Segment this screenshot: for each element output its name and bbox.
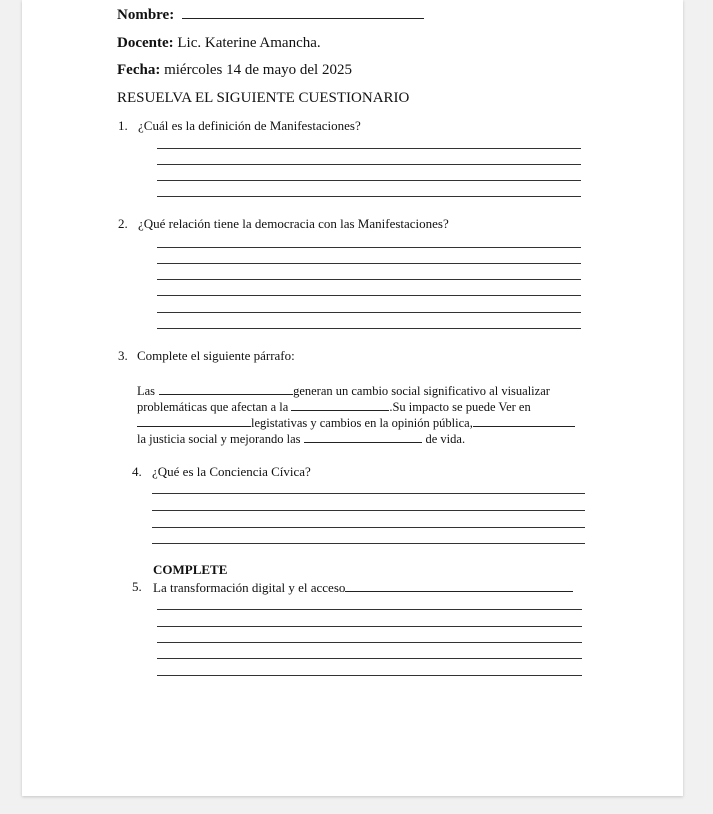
docente-label: Docente: — [117, 35, 174, 51]
question-1-text: ¿Cuál es la definición de Manifestaciones? — [138, 118, 361, 133]
complete-heading-text: COMPLETE — [153, 562, 228, 577]
paragraph-text: legistativas y cambios en la opinión pública, — [251, 416, 473, 430]
answer-line[interactable] — [157, 626, 582, 627]
paragraph-text: generan un cambio social significativo al visualizar — [293, 384, 550, 398]
nombre-field[interactable] — [117, 7, 424, 23]
fill-blank[interactable] — [304, 431, 422, 443]
answer-line[interactable] — [152, 510, 585, 511]
question-5-number: 5. — [132, 579, 142, 594]
answer-line[interactable] — [152, 493, 585, 494]
paragraph-text: la justicia social y mejorando las — [137, 432, 301, 446]
answer-line[interactable] — [157, 196, 581, 197]
docente-value: Lic. Katerine Amancha. — [177, 35, 321, 51]
answer-line[interactable] — [157, 675, 582, 676]
fecha-value: miércoles 14 de mayo del 2025 — [164, 62, 352, 78]
fecha-line — [117, 63, 352, 78]
paragraph-text: problemáticas que afectan a la — [137, 400, 289, 414]
answer-line[interactable] — [157, 247, 581, 248]
answer-line[interactable] — [157, 658, 582, 659]
nombre-label: Nombre: — [117, 7, 175, 23]
answer-line[interactable] — [157, 295, 581, 296]
paragraph-line-4 — [137, 431, 465, 446]
answer-line[interactable] — [157, 148, 581, 149]
paragraph-line-2 — [137, 399, 531, 414]
paragraph-line-1 — [137, 383, 550, 398]
answer-line[interactable] — [157, 164, 581, 165]
fill-blank[interactable] — [345, 580, 573, 592]
answer-line[interactable] — [152, 543, 585, 544]
nombre-blank[interactable] — [182, 7, 424, 19]
question-5-text — [153, 580, 573, 594]
paragraph-line-3 — [137, 415, 575, 430]
question-4-number: 4. — [132, 464, 142, 479]
answer-line[interactable] — [157, 642, 582, 643]
paragraph-text: Las — [137, 384, 156, 398]
docente-line — [117, 36, 321, 51]
paragraph-text: .Su impacto se puede Ver en — [389, 400, 531, 414]
question-2-text: ¿Qué relación tiene la democracia con las Manifestaciones? — [138, 216, 449, 231]
document-page — [22, 0, 683, 796]
answer-line[interactable] — [157, 328, 581, 329]
answer-line[interactable] — [157, 279, 581, 280]
complete-heading — [153, 563, 227, 576]
question-5-label: La transformación digital y el acceso — [153, 580, 346, 595]
question-1-number: 1. — [118, 118, 128, 133]
question-4-text: ¿Qué es la Conciencia Cívica? — [152, 464, 311, 479]
answer-line[interactable] — [157, 312, 581, 313]
answer-line[interactable] — [157, 180, 581, 181]
answer-line[interactable] — [157, 263, 581, 264]
question-2-number: 2. — [118, 216, 128, 231]
answer-line[interactable] — [157, 609, 582, 610]
fecha-label: Fecha: — [117, 62, 161, 78]
fill-blank[interactable] — [137, 415, 251, 427]
paragraph-text: de vida. — [425, 432, 466, 446]
fill-blank[interactable] — [473, 415, 575, 427]
fill-blank[interactable] — [291, 399, 389, 411]
instructions-heading: RESUELVA EL SIGUIENTE CUESTIONARIO — [117, 90, 410, 106]
question-3-number: 3. — [118, 348, 128, 363]
fill-blank[interactable] — [159, 383, 293, 395]
answer-line[interactable] — [152, 527, 585, 528]
question-3-text: Complete el siguiente párrafo: — [137, 348, 295, 363]
